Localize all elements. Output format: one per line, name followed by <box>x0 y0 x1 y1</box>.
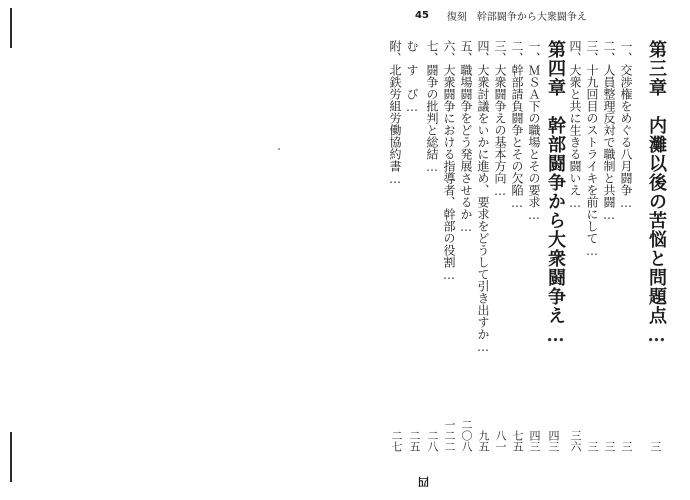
toc-entry <box>426 40 438 455</box>
toc-chapter <box>647 40 665 455</box>
toc-page-number: 三 <box>620 441 633 452</box>
dot-leader: … <box>619 196 633 211</box>
dot-leader: … <box>442 268 456 283</box>
toc-entry <box>603 40 615 455</box>
toc-entry-title: む す び <box>405 40 419 100</box>
dot-leader: … <box>527 208 541 223</box>
toc-page-number: 一二二 <box>443 419 456 452</box>
toc-entry <box>460 40 472 455</box>
page-number: 45 <box>415 9 429 21</box>
toc-page-number: 二七 <box>390 430 403 452</box>
dot-leader: … <box>405 100 419 115</box>
toc-entry <box>443 40 455 455</box>
dot-leader: … <box>568 196 582 211</box>
toc-page-number: 三 <box>649 441 662 452</box>
toc-page-number: 三 <box>603 441 616 452</box>
dot-leader: … <box>493 184 507 199</box>
blank-left-page <box>8 0 338 500</box>
dot-leader: … <box>545 325 566 347</box>
toc-entry-title: 六、大衆闘争における指導者、幹部の役割 <box>442 40 456 268</box>
toc-entry <box>528 40 540 455</box>
toc-entry <box>477 40 489 455</box>
toc-entry-title: 五、職場闘争をどう発展させるか <box>459 40 473 220</box>
toc-entry <box>405 40 421 455</box>
toc-entry-title: 四、大衆討議をいかに進め、要求をどうして引き出すか <box>476 40 490 340</box>
toc-page-number: 三 <box>586 441 599 452</box>
toc-entry <box>389 40 401 455</box>
toc-page-number: 四三 <box>547 430 560 452</box>
toc-entry <box>620 40 632 455</box>
toc-page-number: 三六 <box>569 430 582 452</box>
toc-entry-title: 二、人員整理反対で職制と共闘 <box>602 40 616 208</box>
toc-page-number: 八一 <box>494 430 507 452</box>
folio-mark: 四 <box>418 475 429 488</box>
running-head <box>415 7 587 23</box>
toc-entry-title: 第四章 幹部闘争から大衆闘争え <box>545 40 566 325</box>
toc-page-number: 四三 <box>528 430 541 452</box>
toc-entry <box>569 40 581 455</box>
toc-entry-title: 一、交渉権をめぐる八月闘争 <box>619 40 633 196</box>
dot-leader: … <box>425 160 439 175</box>
toc-chapter <box>546 40 564 455</box>
toc-entry <box>494 40 506 455</box>
toc-entry-title: 一、ＭＳＡ下の職場とその要求 <box>527 40 541 208</box>
toc-page-number: 二五 <box>408 430 421 452</box>
toc-page-number: 七五 <box>511 430 524 452</box>
dot-leader: … <box>476 340 490 355</box>
toc-page-number: 九五 <box>477 430 490 452</box>
toc-entry-title: 三、十九回目のストライキを前にして <box>585 40 599 244</box>
toc-entry-title: 附、北鉄労組労働協約書 <box>388 40 402 172</box>
toc-entry-title: 三、大衆闘争えの基本方向 <box>493 40 507 184</box>
book-title: 復刻 幹部闘争から大衆闘争え <box>446 11 587 23</box>
toc-page-number: 二八 <box>426 430 439 452</box>
toc-entry-title: 第三章 内灘以後の苦悩と問題点 <box>646 40 667 325</box>
toc-entry-title: 四、大衆と共に生きる闘いえ <box>568 40 582 196</box>
toc-entry <box>586 40 598 455</box>
paper-speck <box>278 148 280 150</box>
dot-leader: … <box>510 196 524 211</box>
toc-entry-title: 二、幹部請負闘争とその欠陥 <box>510 40 524 196</box>
toc-entry-title: 七、闘争の批判と総結 <box>425 40 439 160</box>
dot-leader: … <box>388 172 402 187</box>
dot-leader: … <box>602 208 616 223</box>
dot-leader: … <box>585 244 599 259</box>
dot-leader: … <box>646 325 667 347</box>
toc-page-number: 二〇八 <box>460 419 473 452</box>
dot-leader: … <box>459 220 473 235</box>
toc-entry <box>511 40 523 455</box>
